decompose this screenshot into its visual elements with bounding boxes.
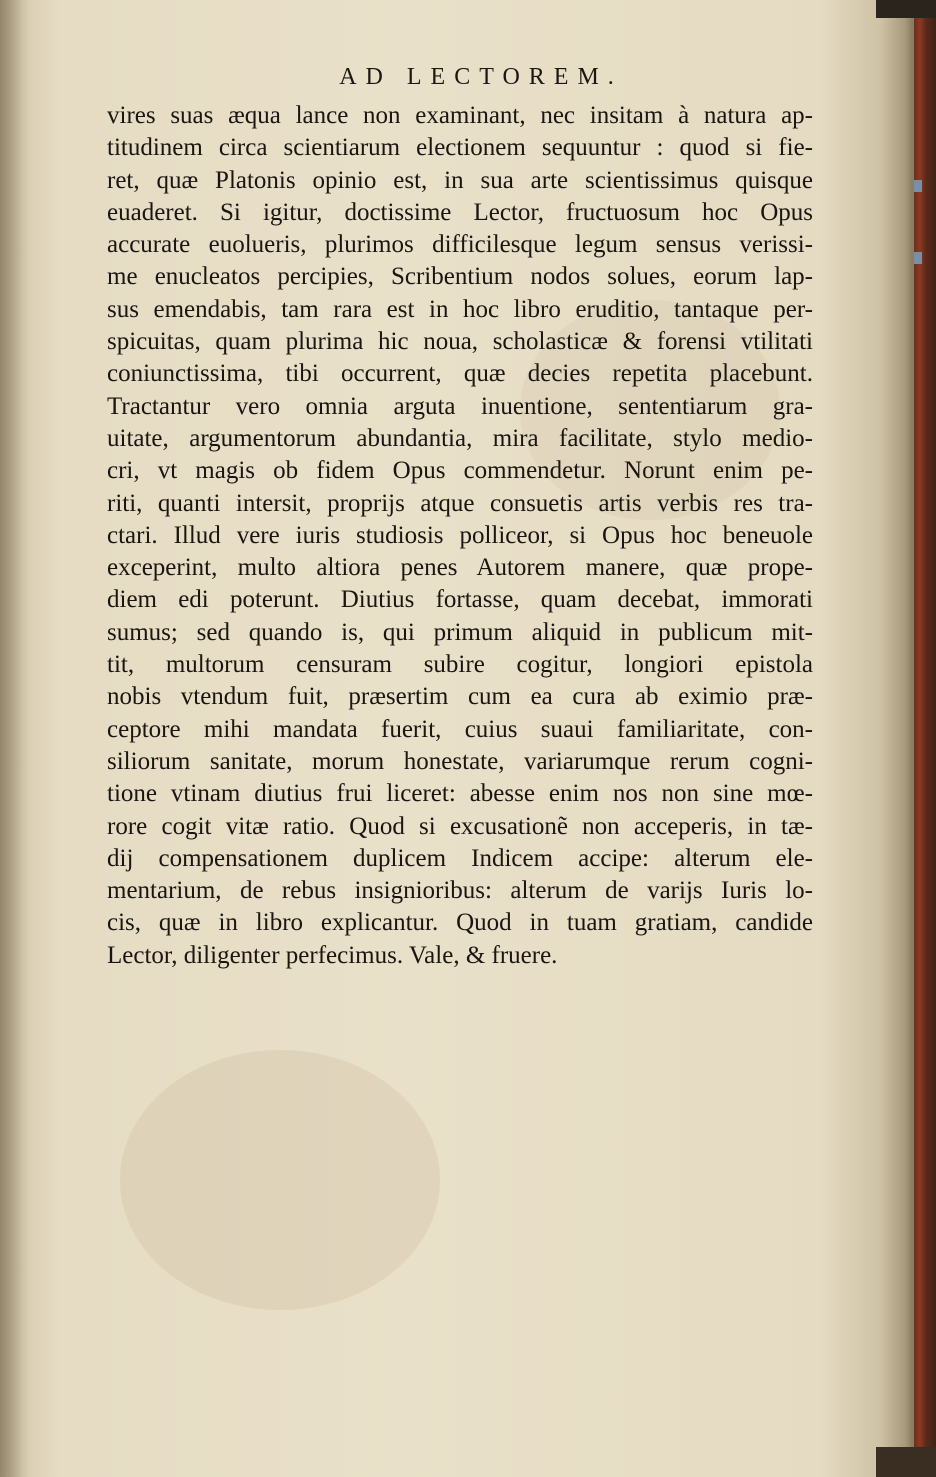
text-line: euaderet. Si igitur, doctissime Lector, fructuosum hoc Opus — [107, 198, 813, 226]
text-line: tit, multorum censuram subire cogitur, longiori epistola — [107, 651, 813, 679]
text-line: spicuitas, quam plurima hic noua, scholasticæ & forensi vtilitati — [107, 328, 813, 356]
text-line: ctari. Illud vere iuris studiosis polliceor, si Opus hoc beneuole — [107, 521, 813, 549]
text-line: siliorum sanitate, morum honestate, variarumque rerum cogni- — [107, 747, 813, 775]
text-line: sus emendabis, tam rara est in hoc libro eruditio, tantaque per- — [107, 295, 813, 323]
text-line: exceperint, multo altiora penes Autorem manere, quæ prope- — [107, 554, 813, 582]
text-line: sumus; sed quando is, qui primum aliquid in publicum mit- — [107, 618, 813, 646]
text-line: Tractantur vero omnia arguta inuentione, sententiarum gra- — [107, 392, 813, 420]
book-edge-bottom — [876, 1447, 936, 1477]
book-edge-top — [876, 0, 936, 18]
running-head-text: AD LECTOREM. — [339, 64, 623, 90]
text-line: uitate, argumentorum abundantia, mira facilitate, stylo medio- — [107, 424, 813, 452]
text-line-final: Lector, diligenter perfecimus. Vale, & fruere. — [107, 941, 558, 969]
body-text — [107, 100, 813, 972]
text-line: ret, quæ Platonis opinio est, in sua arte scientissimus quisque — [107, 166, 813, 194]
text-line: rore cogit vitæ ratio. Quod si excusationẽ non acceperis, in tæ- — [107, 812, 813, 840]
page-tab-marker — [914, 180, 922, 192]
text-line: dij compensationem duplicem Indicem accipe: alterum ele- — [107, 844, 813, 872]
text-line: accurate euolueris, plurimos difficilesque legum sensus verissi- — [107, 231, 813, 259]
text-line: tione vtinam diutius frui liceret: abesse enim nos non sine mœ- — [107, 780, 813, 808]
page-tab-marker — [914, 252, 922, 264]
text-line: mentarium, de rebus insignioribus: alterum de varijs Iuris lo- — [107, 877, 813, 905]
text-line: riti, quanti intersit, proprijs atque consuetis artis verbis res tra- — [107, 489, 813, 517]
text-line: titudinem circa scientiarum electionem sequuntur : quod si fie- — [107, 134, 813, 162]
text-line: ceptore mihi mandata fuerit, cuius suaui familiaritate, con- — [107, 715, 813, 743]
text-line: nobis vtendum fuit, præsertim cum ea cura ab eximio præ- — [107, 683, 813, 711]
book-edge — [914, 0, 936, 1477]
text-line: cri, vt magis ob fidem Opus commendetur. Norunt enim pe- — [107, 457, 813, 485]
text-line: vires suas æqua lance non examinant, nec insitam à natura ap- — [107, 102, 813, 129]
text-line: diem edi poterunt. Diutius fortasse, quam decebat, immorati — [107, 586, 813, 614]
running-head — [0, 64, 936, 91]
text-line: cis, quæ in libro explicantur. Quod in tuam gratiam, candide — [107, 909, 813, 937]
paper-stain — [120, 1050, 440, 1310]
text-line: me enucleatos percipies, Scribentium nodos solues, eorum lap- — [107, 263, 813, 291]
text-line: coniunctissima, tibi occurrent, quæ decies repetita placebunt. — [107, 360, 813, 388]
